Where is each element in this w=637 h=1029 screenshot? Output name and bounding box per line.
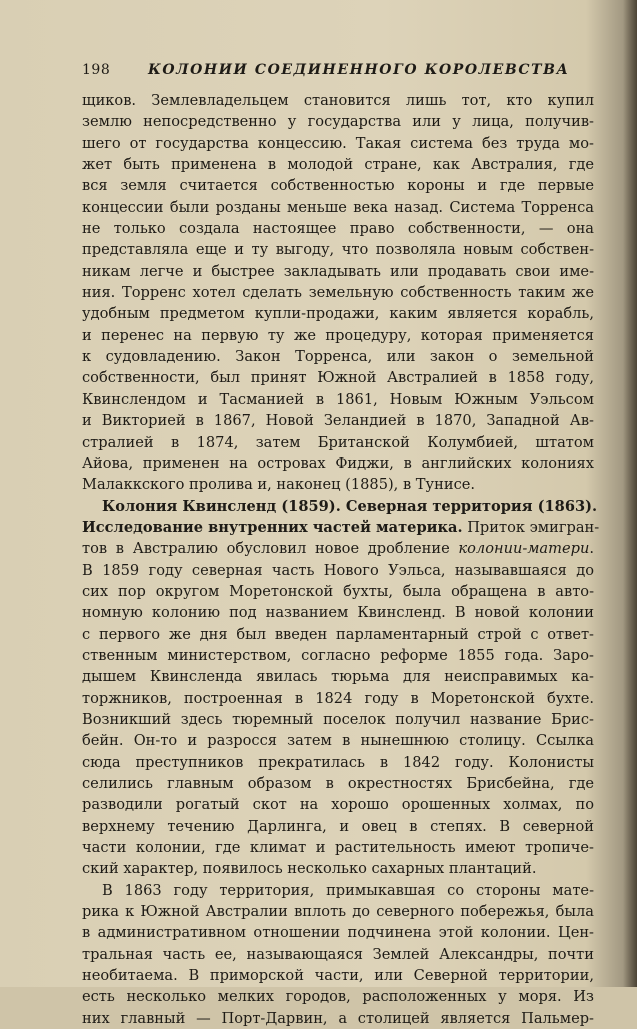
text-line: шего от государства концессию. Такая система без труда мо- (82, 134, 594, 152)
text-line: Квинслендом и Тасманией в 1861, Новым Южным Уэльсом (82, 390, 594, 408)
text-line: Возникший здесь тюремный поселок получил название Брис- (82, 710, 594, 728)
text-line: вся земля считается собственностью короны и где первые (82, 177, 594, 195)
text-line: разводили рогатый скот на хорошо орошенных холмах, по (82, 796, 594, 814)
text-run: Приток эмигран- (462, 518, 600, 536)
text-line: не только создала настоящее право собственности, — она (82, 220, 594, 238)
text-line: Айова, применен на островах Фиджи, в английских колониях (82, 454, 594, 472)
page-edge-shadow (623, 0, 637, 987)
text-line: ственным министерством, согласно реформе 1855 года. Заро- (82, 646, 594, 664)
italic-term: колонии-матери (458, 540, 590, 558)
section-subheading: Исследование внутренних частей материка. (82, 518, 463, 536)
text-line: никам легче и быстрее закладывать или продавать свои име- (82, 262, 594, 280)
text-line: сюда преступников прекратилась в 1842 году. Колонисты (82, 753, 594, 771)
body-text (82, 90, 600, 1029)
text-line: бейн. Он-то и разросся затем в нынешнюю столицу. Ссылка (82, 732, 594, 750)
text-line: части колонии, где климат и растительность имеют тропиче- (82, 839, 594, 857)
text-run: тов в Австралию обусловил новое дробление (82, 540, 459, 558)
text-line: номную колонию под названием Квинсленд. В новой колонии (82, 604, 594, 622)
running-title: КОЛОНИИ СОЕДИНЕННОГО КОРОЛЕВСТВА (148, 62, 570, 78)
text-line: торжников, построенная в 1824 году в Моретонской бухте. (82, 689, 594, 707)
text-line: и Викторией в 1867, Новой Зеландией в 1870, Западной Ав- (82, 412, 594, 430)
text-line: рика к Южной Австралии вплоть до северного побережья, была (82, 903, 594, 921)
text-line: В 1863 году территория, примыкавшая со стороны мате- (102, 881, 594, 899)
text-line: необитаема. В приморской части, или Северной территории, (82, 967, 594, 985)
text-run: . (589, 540, 594, 558)
text-line: В 1859 году северная часть Нового Уэльса, называвшаяся до (82, 561, 594, 579)
text-line: жет быть применена в молодой стране, как Австралия, где (82, 156, 594, 174)
text-line: представляла еще и ту выгоду, что позволяла новым собствен- (82, 241, 594, 259)
text-line: в административном отношении подчинена этой колонии. Цен- (82, 924, 594, 942)
text-line: ский характер, появилось несколько сахарных плантаций. (82, 860, 537, 878)
text-line: есть несколько мелких городов, расположенных у моря. Из (82, 988, 594, 1006)
text-line: Малаккского пролива и, наконец (1885), в Тунисе. (82, 476, 476, 494)
page-number: 198 (82, 62, 111, 78)
text-line: землю непосредственно у государства или у лица, получив- (82, 113, 594, 131)
text-line: к судовладению. Закон Торренса, или закон о земельной (82, 348, 594, 366)
section-heading-continuation (82, 517, 600, 538)
text-line: верхнему течению Дарлинга, и овец в степях. В северной (82, 817, 594, 835)
section-heading: Колония Квинсленд (1859). Северная территория (1863). (102, 497, 598, 515)
page-header (82, 62, 592, 84)
text-line: и перенес на первую ту же процедуру, которая применяется (82, 326, 594, 344)
text-line: дышем Квинсленда явилась тюрьма для неисправимых ка- (82, 668, 594, 686)
text-line: собственности, был принят Южной Австралией в 1858 году, (82, 369, 594, 387)
text-line: ния. Торренс хотел сделать земельную собственность таким же (82, 284, 594, 302)
text-line: сих пор округом Моретонской бухты, была обращена в авто- (82, 582, 594, 600)
text-line: концессии были розданы меньше века назад. Система Торренса (82, 198, 594, 216)
text-line (82, 538, 594, 559)
text-line: них главный — Порт-Дарвин, а столицей является Пальмер- (82, 1009, 594, 1027)
text-line: тральная часть ее, называющаяся Землей Александры, почти (82, 945, 594, 963)
text-line: стралией в 1874, затем Британской Колумбией, штатом (82, 433, 594, 451)
text-line: с первого же дня был введен парламентарный строй с ответ- (82, 625, 594, 643)
text-line: щиков. Землевладельцем становится лишь тот, кто купил (82, 92, 594, 109)
text-line: удобным предметом купли-продажи, каким является корабль, (82, 305, 594, 323)
text-line: селились главным образом в окрестностях Брисбейна, где (82, 775, 594, 792)
